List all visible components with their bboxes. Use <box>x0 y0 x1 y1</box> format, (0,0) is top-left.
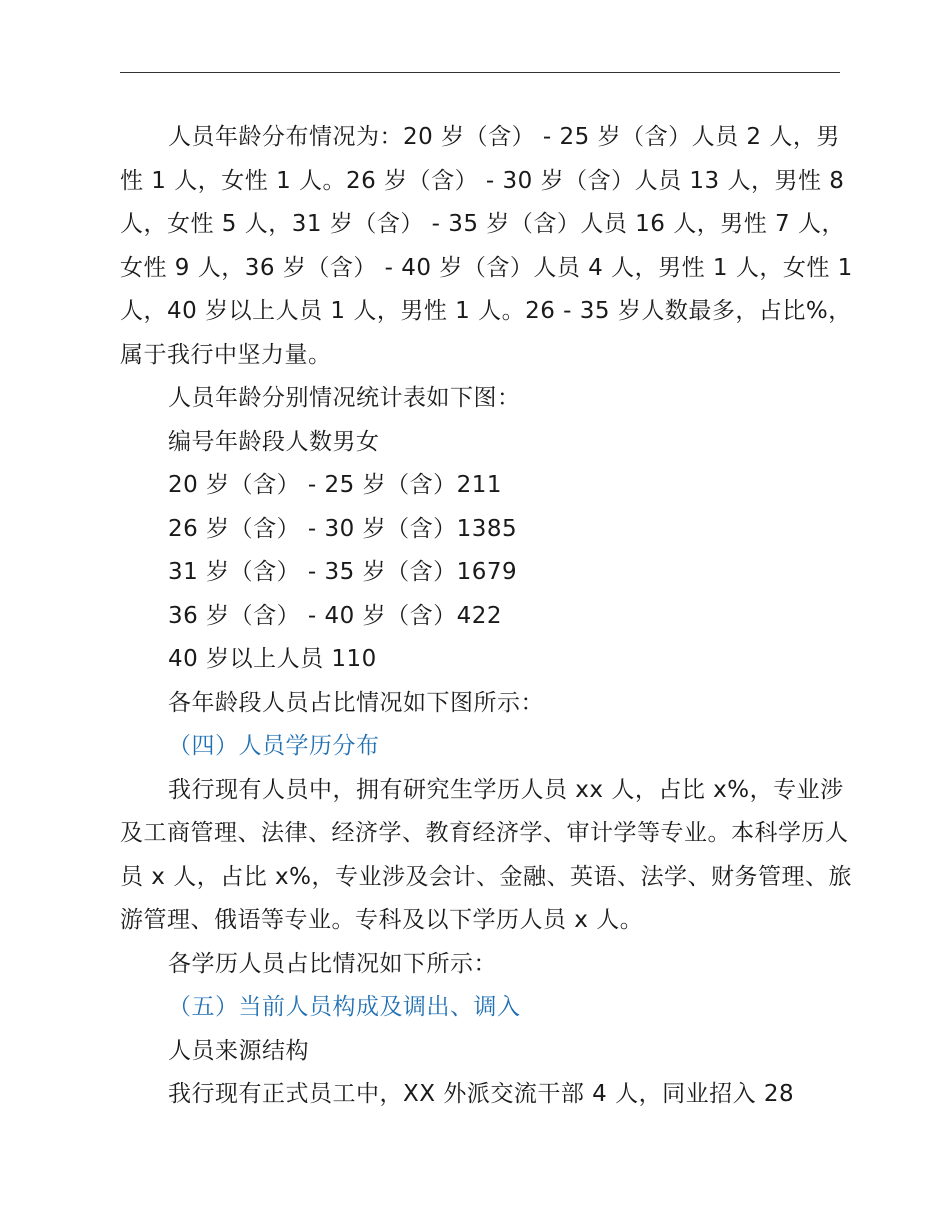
section-heading-education: （四）人员学历分布 <box>168 733 380 759</box>
staff-source-paragraph: 我行现有正式员工中，XX 外派交流干部 4 人，同业招入 28 <box>168 1081 795 1107</box>
subheading-staff-source: 人员来源结构 <box>168 1037 309 1064</box>
document-body <box>120 116 860 1117</box>
education-paragraph: 我行现有人员中，拥有研究生学历人员 xx 人，占比 x%，专业涉及工商管理、法律、经济学、教育经济学、审计学等专业。本科学历人员 x 人，占比 x%，专业涉及会计、金融、英语、法学、财务管理、旅游管理、俄语等专业。专科及以下学历人员 x 人。 <box>120 776 853 933</box>
section-heading-composition: （五）当前人员构成及调出、调入 <box>168 994 521 1020</box>
age-chart-intro: 各年龄段人员占比情况如下图所示： <box>168 689 544 716</box>
age-table-row: 26 岁（含） - 30 岁（含）1385 <box>168 515 518 542</box>
header-rule <box>120 72 840 73</box>
age-table-intro: 人员年龄分别情况统计表如下图： <box>168 385 521 411</box>
age-table-row: 36 岁（含） - 40 岁（含）422 <box>168 602 502 629</box>
age-distribution-paragraph: 人员年龄分布情况为：20 岁（含） - 25 岁（含）人员 2 人，男性 1 人，女性 1 人。26 岁（含） - 30 岁（含）人员 13 人，男性 8 人，女性 5 人，31 岁（含） - 35 岁（含）人员 16 人，男性 7 人，女性 9 人，36 岁（含） - 40 岁（含）人员 4 人，男性 1 人，女性 1 人，40 岁以上人员 1 人，男性 1 人。26 - 35 岁人数最多，占比%，属于我行中坚力量。 <box>120 124 853 368</box>
age-table-header: 编号年龄段人数男女 <box>168 428 380 455</box>
age-table-row: 40 岁以上人员 110 <box>168 646 377 672</box>
age-table-row: 31 岁（含） - 35 岁（含）1679 <box>168 559 518 585</box>
age-table-row: 20 岁（含） - 25 岁（含）211 <box>168 472 502 498</box>
education-chart-intro: 各学历人员占比情况如下所示： <box>168 950 497 977</box>
